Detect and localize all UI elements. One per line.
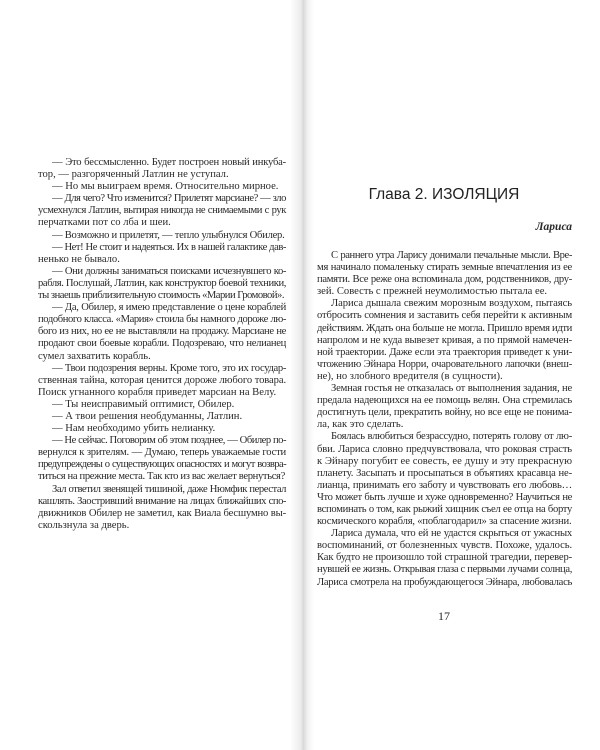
text-line: мя начинало помаленьку стирать земные впечатления из ее xyxy=(317,262,572,274)
text-line: нувшей ее жизнь. Открывая глаза с первыми лучами солнца, xyxy=(317,564,572,576)
text-line: отбросить сомнения и заставить себя перейти к активным xyxy=(317,310,572,322)
text-line: кашлять. Заостривший внимание на лицах ближайших спо- xyxy=(38,495,286,507)
text-line: подобного класса. «Мария» стоила бы намного дороже лю- xyxy=(38,314,286,326)
text-line: скользнула за дверь. xyxy=(38,519,130,531)
text-line: воспоминаний, от болезненных чувств. Похоже, удалось. xyxy=(317,540,572,552)
text-line: к Эйнару погубит ее совесть, ее душу и эту прекрасную xyxy=(317,455,572,467)
paragraph xyxy=(38,435,286,483)
text-line: — Но мы выиграем время. Относительно мирное. xyxy=(52,181,279,193)
text-line: вспоминать о том, как рыжий хищник съел ее отца на борту xyxy=(317,503,572,515)
paragraph xyxy=(317,431,572,528)
text-line: перчатками пот со лба и шеи. xyxy=(38,217,171,229)
paragraph xyxy=(38,411,286,423)
text-line: С раннего утра Ларису донимали печальные мысли. Вре- xyxy=(331,250,572,261)
text-line: тор, — разгоряченный Латлин не уступал. xyxy=(38,169,229,181)
paragraph xyxy=(317,250,572,298)
paragraph xyxy=(38,363,286,399)
text-line: ты знаешь приблизительную стоимость «Марии Громовой». xyxy=(38,290,284,302)
text-line: — Нет! Не стоит и надеяться. Их в нашей галактике дав- xyxy=(52,241,286,253)
text-line: Что может быть лучше и хуже одновременно? Научиться не xyxy=(317,491,572,503)
text-line: предала надеющихся на ее помощь велян. Она стремилась xyxy=(317,395,572,407)
text-line: — Нам необходимо убить нелианку. xyxy=(52,423,216,435)
text-line: — Это бессмысленно. Будет построен новый инкуба- xyxy=(52,157,286,168)
book-gutter xyxy=(290,0,314,750)
text-line: планету. Засыпать и просыпаться в объятиях красавца не- xyxy=(317,467,572,479)
text-line: предупреждены о существующих опасностях и могут возвра- xyxy=(38,459,286,471)
text-line: усмехнулся Латлин, вытирая никогда не снимаемыми с рук xyxy=(38,205,286,217)
right-page-text xyxy=(317,250,572,589)
text-line: — Возможно и прилетят, — тепло улыбнулся Обилер. xyxy=(52,229,285,241)
text-line: Лариса смотрела на пробуждающегося Эйнара, любовалась xyxy=(317,576,572,588)
text-line: титься на прежние места. Так кто из вас желает вернуться? xyxy=(38,471,285,483)
text-line: напролом и не куда вывезет кривая, а по прямой намечен- xyxy=(317,334,572,346)
paragraph xyxy=(38,399,286,411)
text-line: ной траектории. Даже если эта траектория приведет к уни- xyxy=(317,346,572,358)
paragraph xyxy=(317,528,572,588)
paragraph xyxy=(38,230,286,242)
page-number: 17 xyxy=(438,609,450,623)
text-line: Поиск угнанного корабля приведет марсиан на Велу. xyxy=(38,386,277,398)
paragraph xyxy=(38,193,286,229)
text-line: — Они должны заниматься поисками исчезнувшего ко- xyxy=(52,265,286,277)
text-line: ла, как это сделать. xyxy=(317,419,404,431)
text-line: Как будто не произошло той страшной трагедии, перевер- xyxy=(317,552,572,564)
text-line: вернулся к зрителям. — Думаю, теперь уважаемые гости xyxy=(38,447,286,459)
text-line: движников Обилер не заметил, как Виала бесшумно вы- xyxy=(38,507,286,519)
text-line: Земная гостья не отказалась от выполнения задания, не xyxy=(331,383,572,395)
text-line: — Для чего? Что изменится? Прилетят марсиане? — зло xyxy=(52,193,286,205)
paragraph xyxy=(38,423,286,435)
text-line: рабля. Послушай, Латлин, как конструктор боевой техники, xyxy=(38,277,286,289)
text-line: ненько не бывало. xyxy=(38,253,120,265)
text-line: Зал ответил звенящей тишиной, даже Нюмфик перестал xyxy=(52,483,286,495)
paragraph xyxy=(38,242,286,266)
section-title: Лариса xyxy=(535,221,572,233)
text-line: Лариса думала, что ей не удастся скрыться от ужасных xyxy=(331,528,572,540)
paragraph xyxy=(38,484,286,532)
paragraph xyxy=(38,266,286,302)
text-line: — Ты неисправимый оптимист, Обилер. xyxy=(52,398,235,410)
text-line: бого из них, но ее не выставляли на продажу. Марсиане не xyxy=(38,326,286,338)
text-line: ственная тайна, которая ценится дороже любого товара. xyxy=(38,374,286,386)
text-line: зей. Совесть с прежней неумолимостью пытала ее. xyxy=(317,286,548,298)
paragraph xyxy=(38,181,286,193)
text-line: продают свои боевые корабли. Подозреваю, что нелианец xyxy=(38,338,286,350)
text-line: — А твои решения необдуманны, Латлин. xyxy=(52,410,243,422)
text-line: — Да, Обилер, я имею представление о цене кораблей xyxy=(52,302,286,314)
text-line: сумел захватить корабль. xyxy=(38,350,151,362)
text-line: Боялась влюбиться безрассудно, потерять голову от лю- xyxy=(331,431,572,443)
text-line: Лариса дышала свежим морозным воздухом, пытаясь xyxy=(331,298,572,310)
paragraph xyxy=(38,302,286,362)
text-line: не), но злобного вредителя (в сущности). xyxy=(317,370,503,382)
text-line: лианца, принимать его заботу и чувствовать его любовь… xyxy=(317,479,572,491)
text-line: космического корабля, «поблагодарил» за спасение жизни. xyxy=(317,516,572,528)
paragraph xyxy=(317,383,572,431)
paragraph xyxy=(38,157,286,181)
text-line: чтожению Эйнара Норри, очаровательного лапочки (внеш- xyxy=(317,358,572,370)
chapter-title: Глава 2. ИЗОЛЯЦИЯ xyxy=(368,186,520,203)
text-line: достигнуть цели, прекратить войну, но все еще не понима- xyxy=(317,407,572,419)
text-line: — Не сейчас. Поговорим об этом позднее, — Обилер по- xyxy=(52,435,286,447)
text-line: — Твои подозрения верны. Кроме того, это их государ- xyxy=(52,362,286,374)
text-line: памяти. Все реже она вспоминала дом, родственников, дру- xyxy=(317,274,572,286)
text-line: бви. Лариса словно предчувствовала, что роковая страсть xyxy=(317,443,572,455)
text-line: действиям. Ждать она больше не могла. Пришло время идти xyxy=(317,322,572,334)
left-page-text xyxy=(38,157,286,532)
paragraph xyxy=(317,298,572,383)
